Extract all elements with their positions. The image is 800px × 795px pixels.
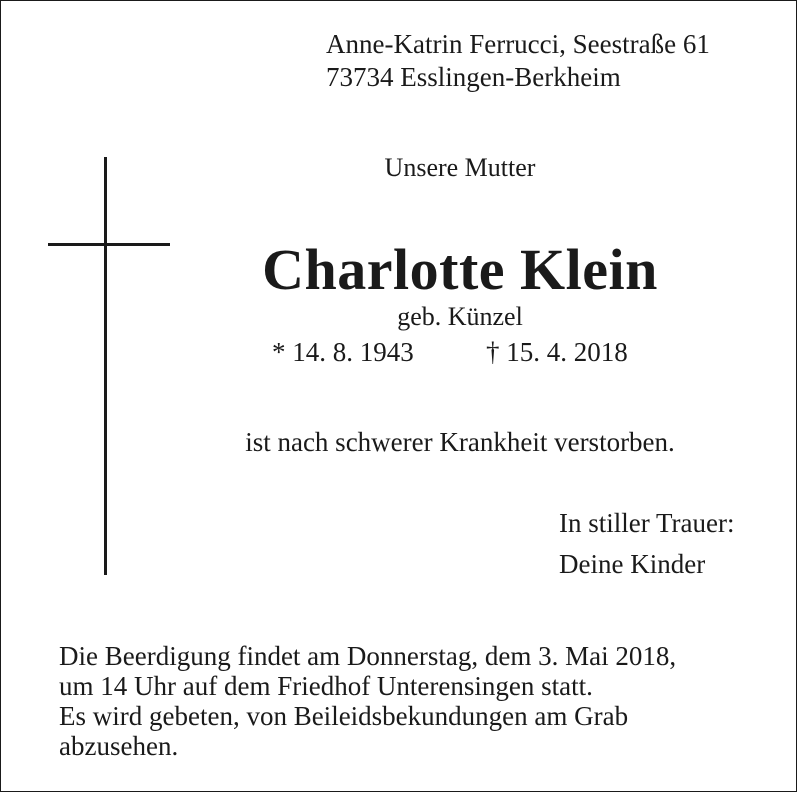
deceased-name: Charlotte Klein <box>262 237 658 302</box>
funeral-line: Die Beerdigung findet am Donnerstag, dem 3. Mai 2018, <box>59 641 677 671</box>
mourners-signature: Deine Kinder <box>559 549 706 579</box>
birth-date: * 14. 8. 1943 <box>272 337 414 367</box>
cross-icon <box>104 157 107 575</box>
sender-address <box>326 28 710 94</box>
funeral-line: Es wird gebeten, von Beileidsbekundungen am Grab <box>59 701 629 731</box>
funeral-line: um 14 Uhr auf dem Friedhof Unterensingen statt. <box>59 671 593 701</box>
funeral-line: abzusehen. <box>59 731 179 761</box>
funeral-info <box>59 641 779 761</box>
address-line-2: 73734 Esslingen-Berkheim <box>326 62 621 92</box>
address-line-1: Anne-Katrin Ferrucci, Seestraße 61 <box>326 29 710 59</box>
maiden-name: geb. Künzel <box>397 302 523 331</box>
death-date: † 15. 4. 2018 <box>486 337 628 367</box>
death-message: ist nach schwerer Krankheit verstorben. <box>245 427 675 457</box>
mourning-line: In stiller Trauer: <box>559 508 735 538</box>
intro-text: Unsere Mutter <box>384 153 536 182</box>
